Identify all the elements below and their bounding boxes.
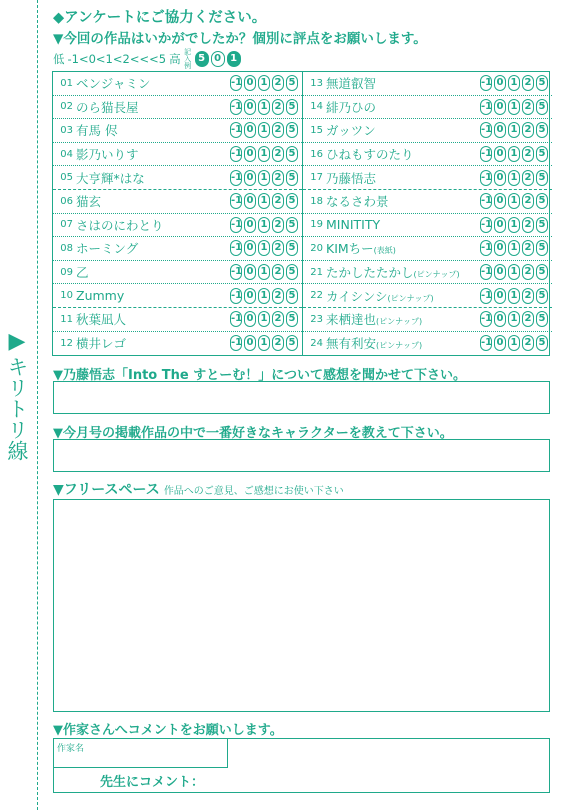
rating-bubble[interactable]: 1 xyxy=(508,217,520,233)
rating-bubble[interactable]: 0 xyxy=(244,99,256,115)
free-space-title: ▼フリースペース xyxy=(53,482,160,498)
rating-bubbles xyxy=(480,264,552,280)
work-number: 23 xyxy=(310,313,323,325)
work-author xyxy=(76,239,230,257)
work-number: 07 xyxy=(60,219,73,231)
work-author-name: ひねもすのたり xyxy=(326,147,414,163)
rating-bubble[interactable]: -1 xyxy=(480,311,492,327)
rating-bubbles xyxy=(230,170,302,186)
rating-bubble[interactable]: 0 xyxy=(494,311,506,327)
rating-bubble[interactable]: 1 xyxy=(258,122,270,138)
rating-bubble[interactable]: 5 xyxy=(286,240,298,256)
rating-bubble[interactable]: 1 xyxy=(508,75,520,91)
work-number: 18 xyxy=(310,195,323,207)
work-author-note: (ピンナップ) xyxy=(387,293,434,303)
work-author xyxy=(76,310,230,328)
question-1: ▼乃藤悟志「Into The すとーむ！」について感想を聞かせて下さい。 xyxy=(53,368,466,383)
rating-bubble[interactable]: 1 xyxy=(508,311,520,327)
rating-bubble[interactable]: 2 xyxy=(522,193,534,209)
work-author xyxy=(326,192,480,210)
work-author-name: ホーミング xyxy=(76,241,139,257)
rating-bubble[interactable]: 5 xyxy=(286,264,298,280)
rating-bubble[interactable]: -1 xyxy=(480,170,492,186)
sample-bubbles xyxy=(195,51,241,67)
rating-bubble[interactable]: -1 xyxy=(480,240,492,256)
rating-bubbles xyxy=(480,335,552,351)
work-row xyxy=(303,96,552,120)
work-row xyxy=(53,119,302,143)
rating-bubbles xyxy=(230,311,302,327)
rating-bubble[interactable]: 1 xyxy=(508,193,520,209)
work-author xyxy=(76,334,230,352)
sample-label: 記入例 xyxy=(183,48,192,69)
rating-bubble[interactable]: 5 xyxy=(536,264,548,280)
rating-bubble[interactable]: 1 xyxy=(508,146,520,162)
work-row xyxy=(53,261,302,285)
rating-bubble[interactable]: 1 xyxy=(508,288,520,304)
work-author-name: 無有利安 xyxy=(326,336,377,352)
rating-bubbles xyxy=(230,193,302,209)
scale-high: 高 xyxy=(169,51,181,66)
work-author xyxy=(76,74,230,92)
rating-bubble[interactable]: -1 xyxy=(480,264,492,280)
sample-bubble: 1 xyxy=(227,51,241,67)
rating-bubble[interactable]: 5 xyxy=(536,288,548,304)
rating-bubble[interactable]: 5 xyxy=(286,288,298,304)
rating-bubbles xyxy=(480,217,552,233)
work-author xyxy=(326,74,480,92)
rating-bubble[interactable]: 2 xyxy=(272,335,284,351)
work-author xyxy=(76,121,230,139)
work-number: 09 xyxy=(60,266,73,278)
rating-bubble[interactable]: -1 xyxy=(480,193,492,209)
rating-bubble[interactable]: -1 xyxy=(230,311,242,327)
rating-bubble[interactable]: -1 xyxy=(480,99,492,115)
work-row xyxy=(53,308,302,332)
rating-bubbles xyxy=(480,170,552,186)
rating-bubble[interactable]: 5 xyxy=(286,122,298,138)
work-number: 14 xyxy=(310,101,323,113)
rating-bubble[interactable]: 1 xyxy=(258,146,270,162)
rating-bubble[interactable]: 5 xyxy=(536,311,548,327)
work-number: 15 xyxy=(310,124,323,136)
rating-bubbles xyxy=(480,146,552,162)
rating-bubble[interactable]: 2 xyxy=(272,217,284,233)
work-author xyxy=(76,216,230,234)
rating-bubble[interactable]: 0 xyxy=(494,122,506,138)
rating-bubble[interactable]: -1 xyxy=(480,288,492,304)
work-author-name: 猫玄 xyxy=(76,194,102,210)
work-number: 20 xyxy=(310,242,323,254)
work-author-name: Zummy xyxy=(76,288,125,304)
rating-bubble[interactable]: 0 xyxy=(244,75,256,91)
work-author xyxy=(76,288,230,303)
work-number: 19 xyxy=(310,219,323,231)
rating-bubble[interactable]: 0 xyxy=(244,335,256,351)
rating-bubble[interactable]: 5 xyxy=(286,335,298,351)
work-row xyxy=(53,143,302,167)
rating-bubble[interactable]: 0 xyxy=(244,240,256,256)
rating-bubble[interactable]: 2 xyxy=(522,217,534,233)
rating-bubble[interactable]: 5 xyxy=(536,170,548,186)
work-author-name: 横井レゴ xyxy=(76,336,127,352)
work-number: 21 xyxy=(310,266,323,278)
rating-bubble[interactable]: -1 xyxy=(230,335,242,351)
rating-bubble[interactable]: -1 xyxy=(230,288,242,304)
rating-bubble[interactable]: -1 xyxy=(480,122,492,138)
work-author-note: (ピンナップ) xyxy=(413,270,460,280)
work-row xyxy=(303,190,552,214)
work-author xyxy=(76,145,230,163)
rating-bubble[interactable]: 2 xyxy=(522,288,534,304)
rating-bubble[interactable]: 5 xyxy=(286,170,298,186)
work-author xyxy=(326,145,480,163)
rating-bubble[interactable]: -1 xyxy=(230,193,242,209)
work-author-name: 大亨輝*はな xyxy=(76,170,145,186)
rating-bubble[interactable]: 5 xyxy=(286,193,298,209)
work-row xyxy=(303,261,552,285)
work-author-name: のら猫長屋 xyxy=(76,99,139,115)
answer-box-2[interactable] xyxy=(53,439,550,472)
rating-bubble[interactable]: 5 xyxy=(536,122,548,138)
work-row xyxy=(303,237,552,261)
work-row xyxy=(303,72,552,96)
work-author-name: ベンジャミン xyxy=(76,76,151,92)
rating-bubble[interactable]: 0 xyxy=(244,122,256,138)
work-row xyxy=(53,72,302,96)
rating-bubble[interactable]: 1 xyxy=(508,122,520,138)
rating-bubble[interactable]: 0 xyxy=(494,264,506,280)
rating-bubbles xyxy=(230,99,302,115)
work-author-name: なるさわ景 xyxy=(326,194,389,210)
work-author-name: KIMちー xyxy=(326,241,374,257)
rating-bubble[interactable]: -1 xyxy=(230,99,242,115)
rating-bubbles xyxy=(230,264,302,280)
work-author xyxy=(326,121,480,139)
work-author xyxy=(76,98,230,116)
rating-bubble[interactable]: 5 xyxy=(286,146,298,162)
work-number: 05 xyxy=(60,172,73,184)
work-author-name: 乙 xyxy=(76,265,89,281)
work-row xyxy=(53,284,302,308)
work-row xyxy=(53,190,302,214)
rating-bubble[interactable]: 1 xyxy=(258,217,270,233)
free-space-box[interactable] xyxy=(53,499,550,712)
survey-title: ◆アンケートにご協力ください。 xyxy=(53,10,267,26)
free-space-subtitle: 作品へのご意見、ご感想にお使い下さい xyxy=(163,486,344,497)
rating-bubble[interactable]: 0 xyxy=(494,170,506,186)
work-author xyxy=(326,169,480,187)
work-number: 02 xyxy=(60,101,73,113)
rating-bubble[interactable]: 1 xyxy=(258,240,270,256)
rating-bubble[interactable]: 5 xyxy=(536,240,548,256)
rating-bubble[interactable]: -1 xyxy=(480,146,492,162)
rating-column-left xyxy=(53,72,302,355)
cut-line-text: キリトリ線 xyxy=(5,356,29,461)
work-author-name: 緋乃ひの xyxy=(326,99,377,115)
work-author-note: (表紙) xyxy=(373,246,396,256)
rating-bubbles xyxy=(480,193,552,209)
work-author xyxy=(76,263,230,281)
work-row xyxy=(303,332,552,356)
rating-bubble[interactable]: -1 xyxy=(230,217,242,233)
rating-bubble[interactable]: 5 xyxy=(536,217,548,233)
scale-low: 低 xyxy=(53,51,65,66)
work-author xyxy=(326,310,480,328)
rating-bubbles xyxy=(230,122,302,138)
rating-bubble[interactable]: 0 xyxy=(494,146,506,162)
rating-bubble[interactable]: 0 xyxy=(494,217,506,233)
rating-bubble[interactable]: -1 xyxy=(230,170,242,186)
rating-bubbles xyxy=(230,288,302,304)
rating-bubbles xyxy=(480,99,552,115)
rating-bubble[interactable]: -1 xyxy=(480,335,492,351)
rating-bubble[interactable]: 5 xyxy=(286,99,298,115)
rating-bubble[interactable]: 2 xyxy=(272,264,284,280)
rating-bubble[interactable]: 0 xyxy=(244,193,256,209)
work-author xyxy=(326,239,480,257)
answer-box-1[interactable] xyxy=(53,381,550,414)
comment-label: 先生にコメント： xyxy=(100,775,205,790)
rating-bubble[interactable]: 5 xyxy=(286,75,298,91)
work-author xyxy=(326,263,480,281)
rating-bubble[interactable]: -1 xyxy=(480,217,492,233)
question-2: ▼今月号の掲載作品の中で一番好きなキャラクターを教えて下さい。 xyxy=(53,426,453,441)
rating-bubble[interactable]: 1 xyxy=(508,170,520,186)
rating-bubble[interactable]: 2 xyxy=(272,193,284,209)
rating-bubbles xyxy=(480,75,552,91)
rating-bubbles xyxy=(230,75,302,91)
work-author xyxy=(326,334,480,352)
work-number: 01 xyxy=(60,77,73,89)
work-author-name: さはのにわとり xyxy=(76,217,164,233)
work-number: 12 xyxy=(60,337,73,349)
rating-bubble[interactable]: -1 xyxy=(230,146,242,162)
rating-bubble[interactable]: 0 xyxy=(244,264,256,280)
rating-bubble[interactable]: 1 xyxy=(258,288,270,304)
rating-bubble[interactable]: 1 xyxy=(508,335,520,351)
rating-bubble[interactable]: 5 xyxy=(536,335,548,351)
work-number: 03 xyxy=(60,124,73,136)
rating-bubble[interactable]: 1 xyxy=(258,335,270,351)
rating-scale-legend xyxy=(53,48,241,69)
work-author-name: ガッツン xyxy=(326,123,376,139)
triangle-right-icon: ▶ xyxy=(8,329,26,354)
work-author xyxy=(76,192,230,210)
sample-bubble: 5 xyxy=(195,51,209,67)
rating-bubble[interactable]: 2 xyxy=(272,146,284,162)
rating-bubble[interactable]: 2 xyxy=(522,146,534,162)
work-author xyxy=(76,169,230,187)
rating-bubbles xyxy=(230,240,302,256)
rating-bubble[interactable]: 0 xyxy=(494,193,506,209)
rating-bubble[interactable]: 1 xyxy=(258,264,270,280)
work-number: 22 xyxy=(310,290,323,302)
rating-bubble[interactable]: 1 xyxy=(508,99,520,115)
work-author-name: 無道叡智 xyxy=(326,76,377,92)
comment-heading: ▼作家さんへコメントをお願いします。 xyxy=(53,723,283,738)
work-author-note: (ピンナップ) xyxy=(376,317,423,327)
work-number: 16 xyxy=(310,148,323,160)
survey-subtitle: ▼今回の作品はいかがでしたか？個別に評点をお願いします。 xyxy=(53,31,427,47)
rating-bubbles xyxy=(480,122,552,138)
rating-bubbles xyxy=(230,146,302,162)
rating-bubble[interactable]: 5 xyxy=(286,311,298,327)
rating-bubble[interactable]: 2 xyxy=(272,288,284,304)
rating-bubble[interactable]: 0 xyxy=(244,170,256,186)
rating-bubble[interactable]: 0 xyxy=(244,217,256,233)
work-author-name: 来栖達也 xyxy=(326,312,377,328)
work-author xyxy=(326,98,480,116)
rating-bubble[interactable]: 2 xyxy=(522,99,534,115)
rating-bubble[interactable]: 5 xyxy=(286,217,298,233)
rating-bubble[interactable]: 2 xyxy=(522,170,534,186)
rating-bubbles xyxy=(480,311,552,327)
rating-bubble[interactable]: 2 xyxy=(522,75,534,91)
rating-bubble[interactable]: 5 xyxy=(536,146,548,162)
rating-bubble[interactable]: -1 xyxy=(230,75,242,91)
rating-bubble[interactable]: -1 xyxy=(480,75,492,91)
rating-bubble[interactable]: 5 xyxy=(536,75,548,91)
rating-bubbles xyxy=(480,288,552,304)
rating-bubble[interactable]: 2 xyxy=(522,335,534,351)
rating-bubble[interactable]: -1 xyxy=(230,122,242,138)
rating-bubble[interactable]: 0 xyxy=(494,288,506,304)
rating-bubble[interactable]: 1 xyxy=(508,240,520,256)
rating-bubbles xyxy=(230,335,302,351)
rating-bubble[interactable]: 2 xyxy=(522,240,534,256)
cut-line-label xyxy=(2,330,32,461)
work-number: 13 xyxy=(310,77,323,89)
work-row xyxy=(303,166,552,190)
author-name-label: 作家名 xyxy=(57,744,85,754)
work-author-name: 乃藤悟志 xyxy=(326,170,377,186)
work-row xyxy=(53,237,302,261)
work-author xyxy=(326,217,480,232)
rating-bubble[interactable]: 5 xyxy=(536,193,548,209)
work-number: 08 xyxy=(60,242,73,254)
free-space-heading xyxy=(53,479,344,499)
rating-bubble[interactable]: 0 xyxy=(244,311,256,327)
work-author-name: 有馬 侭 xyxy=(76,123,118,139)
work-author-name: 秋葉凪人 xyxy=(76,312,127,328)
rating-bubble[interactable]: 2 xyxy=(522,311,534,327)
rating-bubble[interactable]: 2 xyxy=(522,122,534,138)
work-number: 24 xyxy=(310,337,323,349)
work-number: 06 xyxy=(60,195,73,207)
rating-bubble[interactable]: 0 xyxy=(244,288,256,304)
rating-bubble[interactable]: 0 xyxy=(494,335,506,351)
work-number: 04 xyxy=(60,148,73,160)
sample-bubble: 0 xyxy=(211,51,225,67)
rating-table xyxy=(52,71,550,356)
work-row xyxy=(303,214,552,238)
work-author-name: カイシンシ xyxy=(326,288,388,304)
work-row xyxy=(303,119,552,143)
rating-bubble[interactable]: 2 xyxy=(272,122,284,138)
rating-column-right xyxy=(302,72,552,355)
work-row xyxy=(53,332,302,356)
rating-bubble[interactable]: -1 xyxy=(230,264,242,280)
work-number: 10 xyxy=(60,290,73,302)
work-number: 17 xyxy=(310,172,323,184)
rating-bubble[interactable]: 2 xyxy=(272,240,284,256)
work-row xyxy=(303,284,552,308)
work-number: 11 xyxy=(60,313,73,325)
work-row xyxy=(303,143,552,167)
rating-bubble[interactable]: 5 xyxy=(536,99,548,115)
work-row xyxy=(303,308,552,332)
work-author-name: 影乃いりす xyxy=(76,147,139,163)
cut-line xyxy=(37,0,38,810)
rating-bubble[interactable]: 1 xyxy=(258,193,270,209)
work-row xyxy=(53,166,302,190)
work-author-note: (ピンナップ) xyxy=(376,341,423,351)
work-row xyxy=(53,214,302,238)
rating-bubble[interactable]: 2 xyxy=(272,170,284,186)
rating-bubble[interactable]: 1 xyxy=(258,311,270,327)
rating-bubble[interactable]: 2 xyxy=(272,99,284,115)
rating-bubble[interactable]: 0 xyxy=(494,75,506,91)
rating-bubble[interactable]: 1 xyxy=(508,264,520,280)
rating-bubble[interactable]: 1 xyxy=(258,75,270,91)
work-row xyxy=(53,96,302,120)
rating-bubble[interactable]: 0 xyxy=(494,240,506,256)
rating-bubble[interactable]: 0 xyxy=(494,99,506,115)
rating-bubble[interactable]: -1 xyxy=(230,240,242,256)
rating-bubble[interactable]: 2 xyxy=(272,311,284,327)
rating-bubbles xyxy=(480,240,552,256)
work-author-name: たかしたたかし xyxy=(326,265,414,281)
work-author-name: MINITITY xyxy=(326,217,381,233)
rating-bubble[interactable]: 1 xyxy=(258,99,270,115)
rating-bubble[interactable]: 1 xyxy=(258,170,270,186)
rating-bubble[interactable]: 2 xyxy=(522,264,534,280)
scale-text: -1<0<1<2<<<5 xyxy=(67,51,167,66)
work-author xyxy=(326,287,480,305)
rating-bubble[interactable]: 2 xyxy=(272,75,284,91)
rating-bubbles xyxy=(230,217,302,233)
rating-bubble[interactable]: 0 xyxy=(244,146,256,162)
